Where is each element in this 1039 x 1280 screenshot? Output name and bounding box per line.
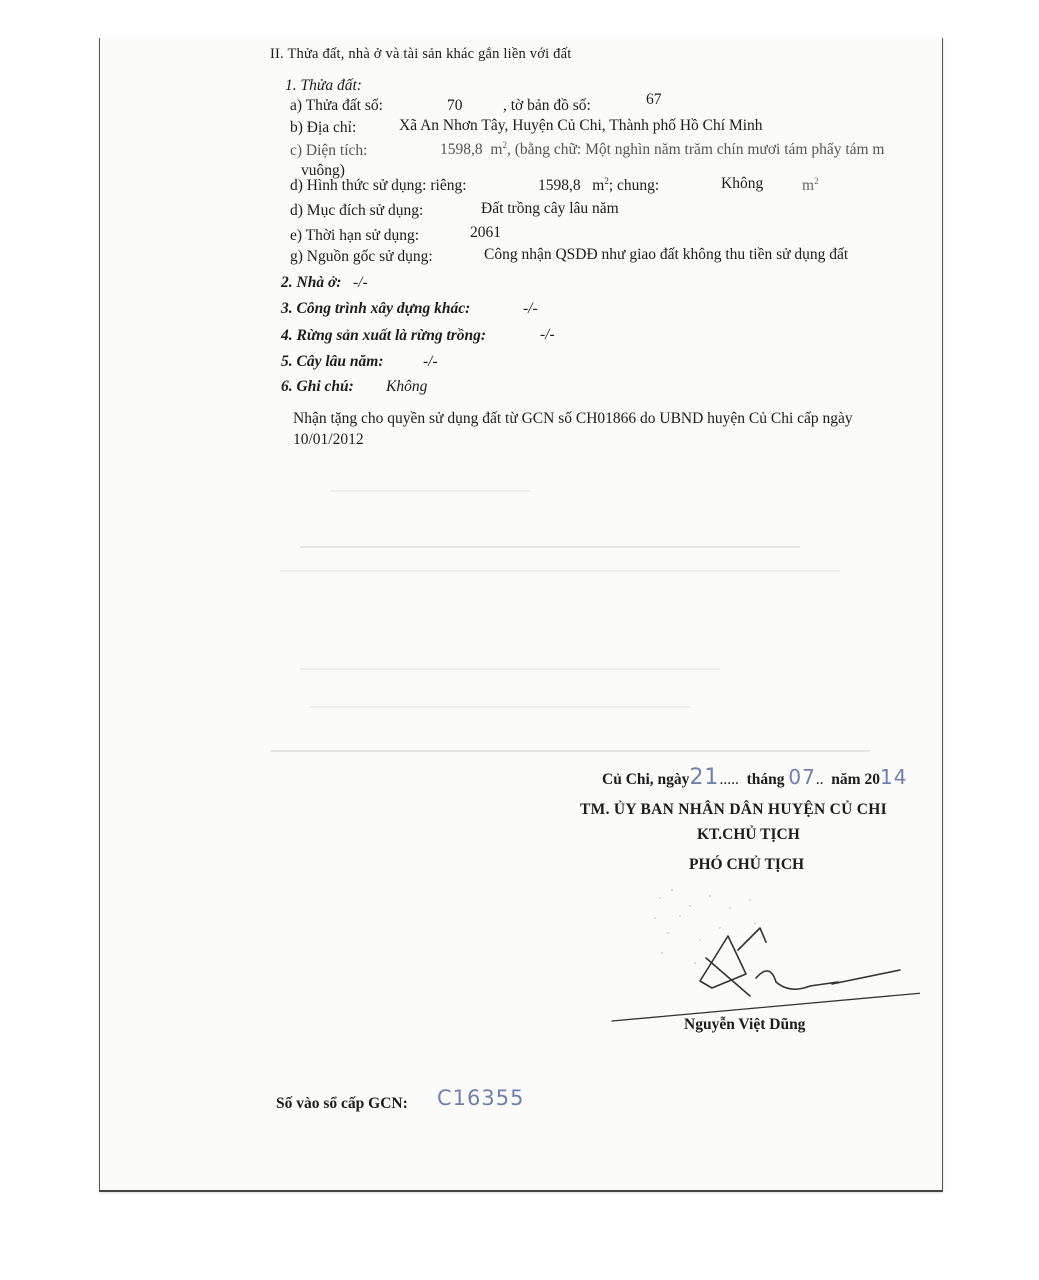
note-line-1: Nhận tặng cho quyền sử dụng đất từ GCN số CH01866 do UBND huyện Củ Chi cấp ngày [293, 410, 853, 427]
section-1-title: 1. Thửa đất: [285, 77, 362, 94]
signing-year-suffix: 14 [879, 765, 908, 789]
usage-form-label: d) Hình thức sử dụng: riêng: [290, 177, 467, 194]
bleed-through-line [280, 570, 840, 572]
certificate-page [99, 38, 943, 1192]
usage-origin-label: g) Nguồn gốc sử dụng: [290, 248, 433, 265]
section-6-title: 6. Ghi chú: [281, 378, 354, 395]
month-label: tháng [746, 771, 785, 788]
area-line: 1598,8 $m^2$, (bằng chữ: Một nghìn năm trăm chín mươi tám phẩy tám m [440, 140, 885, 159]
section-2-value: -/- [353, 274, 368, 291]
section-6-value: Không [386, 378, 428, 395]
section-5-title: 5. Cây lâu năm: [281, 353, 384, 370]
shared-value: Không [721, 175, 764, 192]
usage-purpose-value: Đất trồng cây lâu năm [481, 200, 619, 217]
usage-term-label: e) Thời hạn sử dụng: [290, 227, 420, 244]
bleed-through-line [310, 706, 690, 708]
registry-value: C16355 [437, 1086, 525, 1110]
issuing-organization: TM. ỦY BAN NHÂN DÂN HUYỆN CỦ CHI [580, 801, 887, 818]
section-4-title: 4. Rừng sản xuất là rừng trồng: [281, 327, 487, 344]
private-area-value: 1598,8 [538, 177, 581, 195]
shared-unit: $m^2$ [802, 176, 819, 195]
bleed-through-line [270, 750, 870, 752]
section-3-title: 3. Công trình xây dựng khác: [281, 300, 471, 317]
section-2-title: 2. Nhà ở: [281, 274, 342, 291]
signer-name: Nguyễn Việt Dũng [684, 1016, 806, 1033]
usage-term-value: 2061 [470, 224, 501, 241]
bleed-through-line [300, 546, 800, 548]
area-in-words: , (bằng chữ: Một nghìn năm trăm chín mươi tám phẩy tám m [506, 141, 885, 159]
private-area-unit: m [592, 177, 605, 195]
usage-form-private: 1598,8 $m^2$; chung: [538, 176, 660, 195]
parcel-number-value: 70 [447, 97, 463, 114]
area-value: 1598,8 [440, 141, 483, 159]
signer-role-1: KT.CHỦ TỊCH [697, 826, 800, 843]
handwritten-signature [600, 878, 920, 1028]
note-line-2: 10/01/2012 [293, 431, 364, 448]
year-label: năm 20 [831, 771, 880, 788]
area-label: c) Diện tích: [290, 142, 368, 159]
map-sheet-label: , tờ bản đồ số: [503, 97, 591, 114]
signing-month: 07 [788, 765, 816, 789]
usage-origin-value: Công nhận QSDĐ như giao đất không thu tiền sử dụng đất [484, 246, 849, 263]
section-3-value: -/- [523, 300, 538, 317]
parcel-number-label: a) Thửa đất số: [290, 97, 383, 114]
signing-day: 21 [689, 765, 720, 790]
bleed-through-line [330, 490, 530, 492]
section-header: II. Thửa đất, nhà ở và tài sản khác gắn liền với đất [270, 46, 572, 62]
signing-date: Củ Chi, ngày21..... tháng 07.. năm 2014 [602, 765, 908, 790]
area-in-words-cont: vuông) [301, 162, 345, 179]
address-label: b) Địa chỉ: [290, 119, 357, 136]
address-value: Xã An Nhơn Tây, Huyện Củ Chi, Thành phố Hồ Chí Minh [399, 117, 763, 134]
signing-place: Củ Chi, ngày [602, 771, 690, 788]
map-sheet-value: 67 [646, 91, 662, 108]
bleed-through-line [300, 668, 720, 670]
usage-purpose-label: d) Mục đích sử dụng: [290, 202, 424, 219]
shared-label: ; chung: [608, 177, 660, 195]
registry-label: Số vào sổ cấp GCN: [276, 1095, 408, 1112]
signer-role-2: PHÓ CHỦ TỊCH [689, 856, 805, 873]
stamp-speckle [654, 889, 756, 964]
section-5-value: -/- [423, 353, 438, 370]
section-4-value: -/- [540, 326, 555, 343]
area-unit: m [490, 141, 503, 159]
